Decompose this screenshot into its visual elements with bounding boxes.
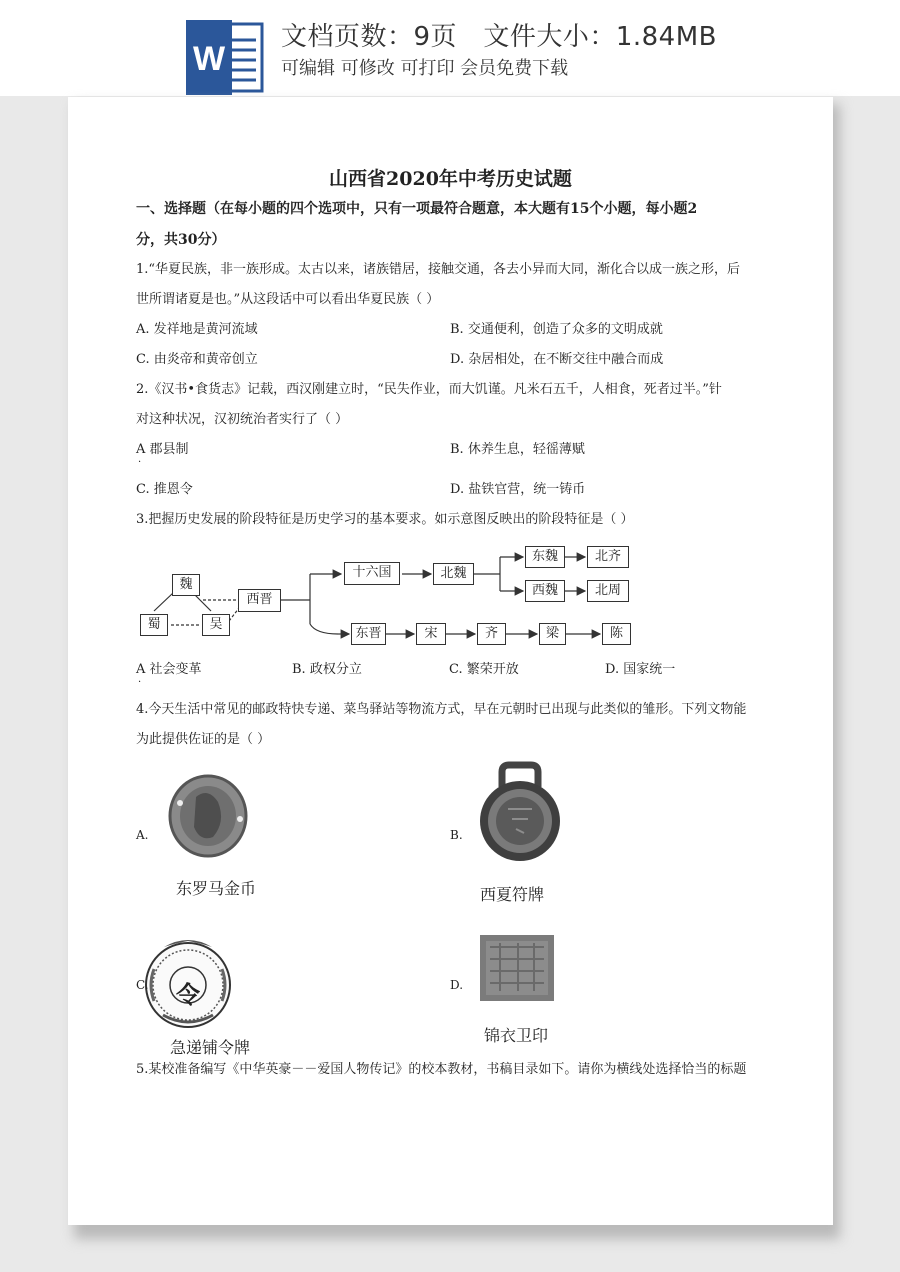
diagram-node-dongjin: 东晋: [351, 623, 386, 645]
word-icon-letter: W: [192, 40, 226, 78]
q2-option-a: A 郡县制: [136, 442, 189, 457]
q1-option-d: D. 杂居相处，在不断交往中融合而成: [450, 352, 664, 367]
q4-stem-line1: 4.今天生活中常见的邮政特快专递、菜鸟驿站等物流方式，早在元朝时已出现与此类似的雏形。下列文物能: [136, 702, 747, 717]
diagram-node-chen: 陈: [602, 623, 631, 645]
q4-option-c-label: C.: [136, 978, 149, 992]
q3-option-d: D. 国家统一: [605, 662, 676, 677]
q1-stem-line2: 世所谓诸夏是也。”从这段话中可以看出华夏民族（ ）: [136, 292, 440, 307]
q2-stem-line2: 对这种状况，汉初统治者实行了（ ）: [136, 412, 349, 427]
diagram-node-dongwei: 东魏: [525, 546, 565, 568]
q4-option-a-caption: 东罗马金币: [176, 879, 257, 898]
q4-option-b-label: B.: [450, 828, 463, 842]
q4-option-d-label: D.: [450, 978, 464, 992]
artifact-images: [68, 97, 833, 1097]
q1-option-b: B. 交通便利，创造了众多的文明成就: [450, 322, 663, 337]
diagram-node-beiwei: 北魏: [433, 563, 474, 585]
diagram-node-qi: 齐: [477, 623, 506, 645]
q3-option-b: B. 政权分立: [292, 662, 362, 677]
q2-option-a-dot: ·: [138, 457, 142, 468]
diagram-node-xiwei: 西魏: [525, 580, 565, 602]
diagram-node-xijin: 西晋: [238, 589, 281, 612]
q4-stem-line2: 为此提供佐证的是（ ）: [136, 732, 271, 747]
page-count-file-size: 文档页数：9页 文件大小：1.84MB: [281, 22, 717, 52]
q2-option-c: C. 推恩令: [136, 482, 193, 497]
q2-option-d: D. 盐铁官营，统一铸币: [450, 482, 586, 497]
q2-option-b: B. 休养生息，轻徭薄赋: [450, 442, 585, 457]
q1-option-a: A. 发祥地是黄河流域: [136, 322, 258, 337]
q4-option-d-caption: 锦衣卫印: [484, 1026, 549, 1045]
diagram-node-liang: 梁: [539, 623, 566, 645]
section1-heading-line2: 分，共30分）: [136, 232, 226, 248]
document-title: 山西省2020年中考历史试题: [329, 168, 572, 190]
diagram-node-shiliuguo: 十六国: [344, 562, 400, 585]
q3-option-a-dot: ·: [138, 677, 142, 688]
diagram-node-wu: 吴: [202, 614, 230, 636]
section1-heading-line1: 一、选择题（在每小题的四个选项中，只有一项最符合题意，本大题有15个小题，每小题2: [136, 201, 698, 217]
diagram-node-song: 宋: [416, 623, 446, 645]
q3-option-a: A 社会变革: [136, 662, 202, 677]
feature-tagline: 可编辑 可修改 可打印 会员免费下载: [281, 58, 569, 79]
document-page: [68, 97, 833, 1225]
diagram-node-beizhou: 北周: [587, 580, 629, 602]
byzantine-gold-coin-image: [170, 776, 246, 856]
diagram-node-wei: 魏: [172, 574, 200, 596]
word-document-icon: [186, 20, 265, 95]
diagram-node-beiqi: 北齐: [587, 546, 629, 568]
q2-stem-line1: 2.《汉书•食货志》记载，西汉刚建立时，“民失作业，而大饥谨。凡米石五千，人相食，死者过半。”针: [136, 382, 722, 397]
document-info-banner: [0, 0, 900, 96]
jinyiwei-seal-image: [480, 935, 554, 1001]
q5-stem-line1: 5.某校准备编写《中华英豪－－爱国人物传记》的校本教材，书稿目录如下。请你为横线处选择恰当的标题: [136, 1062, 747, 1077]
diagram-node-shu: 蜀: [140, 614, 168, 636]
q4-option-a-label: A.: [136, 828, 149, 842]
courier-token-glyph: 令: [176, 980, 200, 1009]
q4-option-b-caption: 西夏符牌: [480, 885, 545, 904]
q3-stem-line1: 3.把握历史发展的阶段特征是历史学习的基本要求。如示意图反映出的阶段特征是（ ）: [136, 512, 634, 527]
q4-option-c-caption: 急递铺令牌: [170, 1038, 251, 1057]
xixia-tally-plaque-image: [480, 765, 560, 861]
q1-stem-line1: 1.“华夏民族，非一族形成。太古以来，诸族错居，接触交通，各去小异而大同，渐化合以成一族之形，后: [136, 262, 741, 277]
q1-option-c: C. 由炎帝和黄帝创立: [136, 352, 258, 367]
q3-option-c: C. 繁荣开放: [449, 662, 519, 677]
